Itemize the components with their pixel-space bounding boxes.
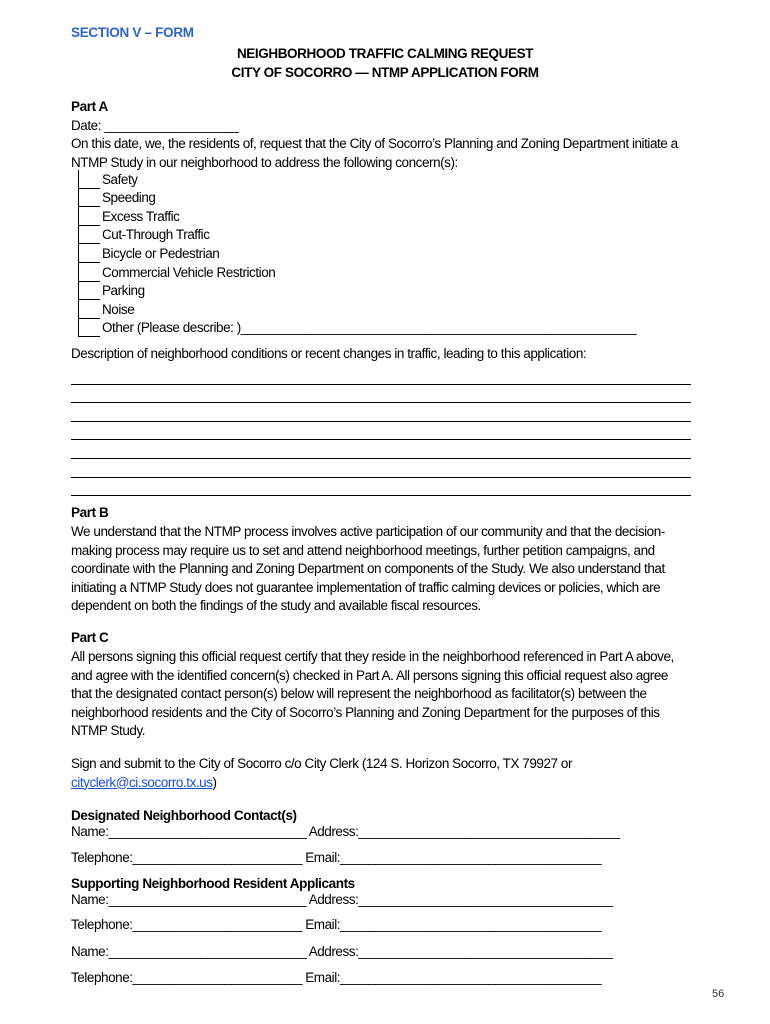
part-c-heading: Part C: [71, 630, 109, 645]
date-field[interactable]: Date: ___________________: [71, 118, 239, 133]
checkbox[interactable]: [78, 300, 100, 319]
designated-contacts-heading: Designated Neighborhood Contact(s): [71, 808, 297, 823]
checkbox[interactable]: [78, 170, 100, 189]
concern-safety[interactable]: [78, 170, 636, 189]
description-line[interactable]: [71, 440, 691, 459]
concern-label: Parking: [102, 283, 145, 299]
resident-name-address-field[interactable]: Name:____________________________ Address:____________________________________: [71, 892, 613, 907]
resident-phone-email-field[interactable]: Telephone:________________________ Email:_____________________________________: [71, 970, 602, 985]
description-line[interactable]: [71, 478, 691, 497]
checkbox[interactable]: [78, 319, 100, 338]
description-line[interactable]: [71, 403, 691, 422]
checkbox[interactable]: [78, 189, 100, 208]
resident-name-address-field[interactable]: Name:____________________________ Address:____________________________________: [71, 944, 613, 959]
description-line[interactable]: [71, 422, 691, 441]
description-line[interactable]: [71, 366, 691, 385]
checkbox[interactable]: [78, 244, 100, 263]
part-a-intro: On this date, we, the residents of, request that the City of Socorro’s Planning and Zoning Department initiate a NTMP Study in our neighborhood to address the following concern(s):: [71, 136, 678, 170]
part-b-heading: Part B: [71, 505, 109, 520]
concern-label: Safety: [102, 171, 138, 187]
checkbox[interactable]: [78, 226, 100, 245]
concern-commercial-vehicle[interactable]: [78, 263, 636, 282]
concern-bicycle-pedestrian[interactable]: [78, 244, 636, 263]
description-line[interactable]: [71, 385, 691, 404]
part-a-heading: Part A: [71, 99, 108, 114]
contact-name-address-field[interactable]: Name:____________________________ Address:_____________________________________: [71, 824, 620, 839]
concern-excess-traffic[interactable]: [78, 207, 636, 226]
supporting-residents-heading: Supporting Neighborhood Resident Applicants: [71, 876, 355, 891]
checkbox[interactable]: [78, 282, 100, 301]
section-label: SECTION V – FORM: [71, 25, 194, 40]
contact-phone-email-field[interactable]: Telephone:________________________ Email:_____________________________________: [71, 850, 602, 865]
concern-cut-through[interactable]: [78, 226, 636, 245]
page-number: 56: [712, 988, 725, 1000]
concern-speeding[interactable]: [78, 189, 636, 208]
submit-text: Sign and submit to the City of Socorro c/o City Clerk (124 S. Horizon Socorro, TX 79927 or: [71, 756, 572, 771]
concern-label: Excess Traffic: [102, 208, 180, 224]
checkbox[interactable]: [78, 207, 100, 226]
description-lines[interactable]: [71, 366, 691, 496]
concern-label: Bicycle or Pedestrian: [102, 245, 220, 261]
part-b-text: We understand that the NTMP process involves active participation of our community and that the decision-making process may require us to set and attend neighborhood meetings, further petition campaigns, and coordinate with the Planning and Zoning Department on components of the Study. We also understand that initiating a NTMP Study does not guarantee implementation of traffic calming devices or policies, which are dependent on both the findings of the study and available fiscal resources.: [71, 524, 665, 613]
form-title: NEIGHBORHOOD TRAFFIC CALMING REQUEST: [236, 46, 534, 61]
checkbox[interactable]: [78, 263, 100, 282]
submit-email-line: [71, 774, 696, 793]
clerk-email-link[interactable]: cityclerk@ci.socorro.tx.us: [71, 774, 213, 790]
form-subtitle: CITY OF SOCORRO — NTMP APPLICATION FORM: [231, 65, 539, 80]
concern-noise[interactable]: [78, 300, 636, 319]
resident-phone-email-field[interactable]: Telephone:________________________ Email:_____________________________________: [71, 917, 602, 932]
concern-label: Cut-Through Traffic: [102, 227, 210, 243]
concern-label: Other (Please describe: )________________________________________________________: [102, 320, 637, 336]
concerns-checklist: [78, 170, 636, 337]
concern-label: Speeding: [102, 190, 156, 206]
description-line[interactable]: [71, 459, 691, 478]
part-c-text: All persons signing this official request certify that they reside in the neighborhood referenced in Part A above, and agree with the identified concern(s) checked in Part A. All persons signing this official request also agree that the designated contact person(s) below will represent the neighborhood as facilitator(s) between the neighborhood residents and the City of Socorro’s Planning and Zoning Department for the purposes of this NTMP Study.: [71, 649, 674, 738]
concern-other[interactable]: [78, 319, 636, 338]
concern-label: Commercial Vehicle Restriction: [102, 264, 276, 280]
submit-instructions: [71, 755, 696, 792]
description-prompt: Description of neighborhood conditions or recent changes in traffic, leading to this application:: [71, 346, 587, 361]
concern-label: Noise: [102, 301, 135, 317]
concern-parking[interactable]: [78, 282, 636, 301]
submit-close: ): [212, 774, 217, 790]
